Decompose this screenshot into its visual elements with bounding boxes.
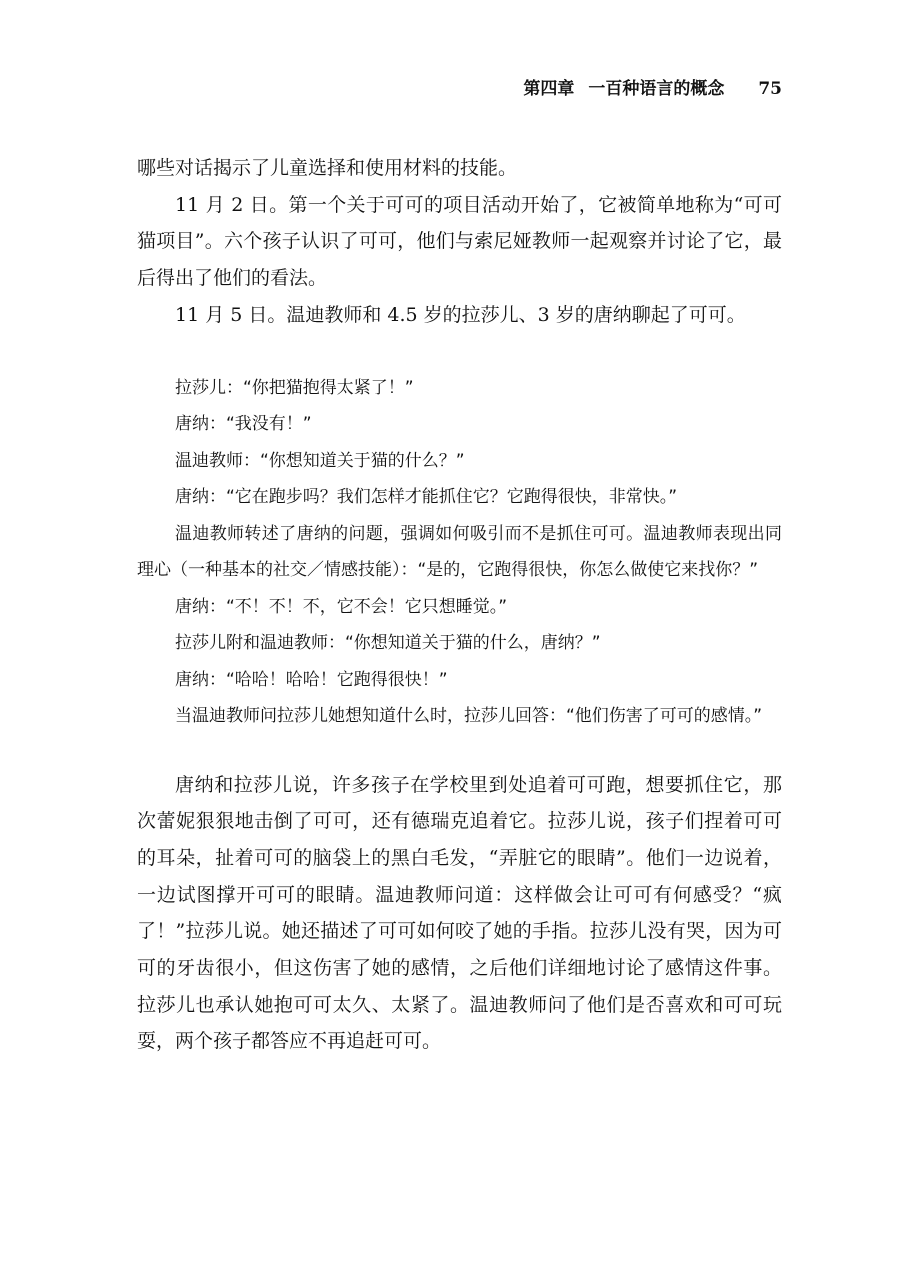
body-text: [137, 150, 782, 1060]
section-gap: [137, 735, 782, 767]
closing-paragraph: 唐纳和拉莎儿说，许多孩子在学校里到处追着可可跑，想要抓住它，那次蕾妮狠狠地击倒了可可，还有德瑞克追着它。拉莎儿说，孩子们捏着可可的耳朵，扯着可可的脑袋上的黑白毛发，“弄脏它的眼睛”。他们一边说着，一边试图撑开可可的眼睛。温迪教师问道：这样做会让可可有何感受？“疯了！”拉莎儿说。她还描述了可可如何咬了她的手指。拉莎儿没有哭，因为可可的牙齿很小，但这伤害了她的感情，之后他们详细地讨论了感情这件事。拉莎儿也承认她抱可可太久、太紧了。温迪教师问了他们是否喜欢和可可玩耍，两个孩子都答应不再追赶可可。: [137, 773, 782, 1053]
chapter-title: 一百种语言的概念: [588, 79, 725, 99]
dialogue-line: 拉莎儿附和温迪教师：“你想知道关于猫的什么，唐纳？”: [175, 633, 601, 654]
chapter-label: 第四章: [523, 79, 575, 99]
dialogue-line: 唐纳：“不！不！不，它不会！它只想睡觉。”: [175, 596, 508, 617]
dialogue-line: 拉莎儿：“你把猫抱得太紧了！”: [175, 377, 414, 398]
dialogue-block: [137, 370, 782, 735]
dialogue-line: 温迪教师转述了唐纳的问题，强调如何吸引而不是抓住可可。温迪教师表现出同理心（一种基本的社交／情感技能）：“是的，它跑得很快，你怎么做使它来找你？”: [137, 523, 782, 581]
intro-paragraph: 哪些对话揭示了儿童选择和使用材料的技能。: [137, 157, 518, 179]
running-header: [137, 76, 782, 102]
dialogue-line: 唐纳：“我没有！”: [175, 414, 312, 435]
dialogue-line: 唐纳：“它在跑步吗？我们怎样才能抓住它？它跑得很快，非常快。”: [175, 487, 678, 508]
intro-paragraph: 11 月 2 日。第一个关于可可的项目活动开始了，它被简单地称为“可可猫项目”。六个孩子认识了可可，他们与索尼娅教师一起观察并讨论了它，最后得出了他们的看法。: [137, 193, 782, 290]
dialogue-line: 温迪教师：“你想知道关于猫的什么？”: [175, 450, 465, 471]
intro-paragraph: 11 月 5 日。温迪教师和 4.5 岁的拉莎儿、3 岁的唐纳聊起了可可。: [175, 303, 746, 326]
page-number: 75: [758, 79, 782, 99]
dialogue-line: 当温迪教师问拉莎儿她想知道什么时，拉莎儿回答：“他们伤害了可可的感情。”: [175, 706, 763, 727]
dialogue-line: 唐纳：“哈哈！哈哈！它跑得很快！”: [175, 669, 448, 690]
